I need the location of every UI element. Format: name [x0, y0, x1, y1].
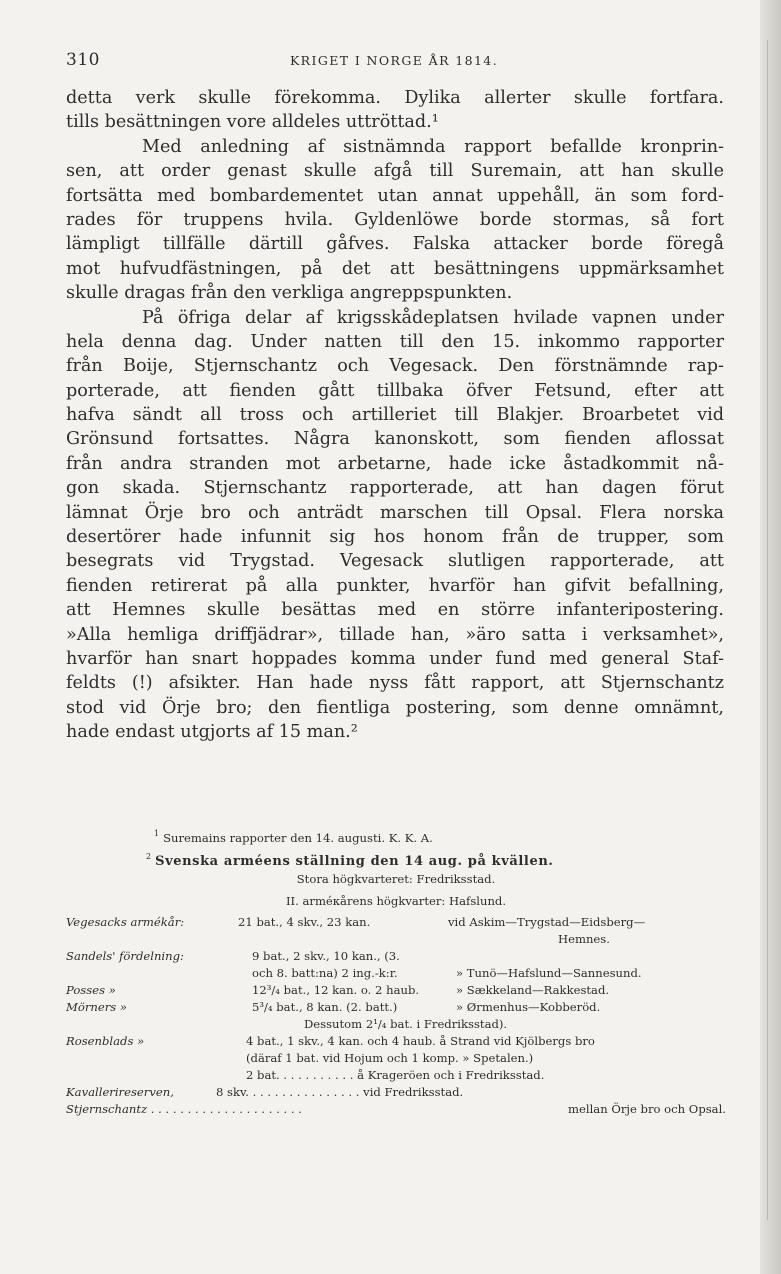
- text-line: lämnat Örje bro och anträdt marschen till Opsal. Flera norska: [66, 502, 724, 523]
- text-line: hvarför han snart hoppades komma under fund med general Staf-: [66, 648, 724, 669]
- text-line: detta verk skulle förekomma. Dylika allerter skulle fortfara.: [66, 88, 724, 108]
- text-line: feldts (!) afsikter. Han hade nyss fått rapport, att Stjernschantz: [66, 673, 724, 694]
- text-line: fienden retirerat på alla punkter, hvarför han gifvit befallning,: [66, 575, 724, 596]
- text-line: sen, att order genast skulle afgå till Suremain, att han skulle: [66, 161, 724, 182]
- table-row: [66, 965, 726, 982]
- unit-forces: 9 bat., 2 skv., 10 kan., (3.: [252, 949, 400, 963]
- hq-main: Stora högkvarteret: Fredriksstad.: [296, 872, 496, 886]
- unit-forces: 21 bat., 4 skv., 23 kan.: [238, 915, 371, 929]
- unit-name: Sandels' fördelning:: [66, 949, 184, 963]
- unit-forces: Dessutom 2¹/₄ bat. i Fredriksstad).: [304, 1017, 508, 1031]
- unit-location: » Tunö—Hafslund—Sannesund.: [456, 966, 642, 980]
- footnote-heading: Svenska arméens ställning den 14 aug. på kvällen.: [155, 854, 554, 869]
- text-line: desertörer hade infunnit sig hos honom från de trupper, som: [66, 527, 724, 548]
- body-text: [66, 86, 724, 745]
- unit-location: mellan Örje bro och Opsal.: [568, 1102, 726, 1116]
- footnote-1: [66, 826, 726, 843]
- text-line: mot hufvudfästningen, på det att besättningens uppmärksamhet: [66, 258, 724, 279]
- unit-location: vid Askim—Trygstad—Eidsberg—: [448, 915, 646, 929]
- text-line: hela denna dag. Under natten till den 15. inkommo rapporter: [66, 331, 724, 352]
- table-row: [66, 1084, 726, 1101]
- unit-name: Mörners »: [66, 1000, 127, 1014]
- running-title: KRIGET I NORGE ÅR 1814.: [289, 53, 499, 68]
- text-line: rades för truppens hvila. Gyldenlöwe borde stormas, så fort: [66, 209, 724, 230]
- unit-location: » Sækkeland—Rakkestad.: [456, 983, 610, 997]
- table-row: [66, 914, 726, 931]
- footnotes: [66, 826, 726, 1118]
- table-row: [66, 948, 726, 965]
- unit-name: Posses »: [66, 983, 116, 997]
- text-line: Med anledning af sistnämnda rapport befallde kronprin-: [142, 136, 724, 157]
- text-line: besegrats vid Trygstad. Vegesack slutligen rapporterade, att: [66, 551, 724, 572]
- text-line: lämpligt tillfälle därtill gåfves. Falska attacker borde föregå: [66, 234, 724, 255]
- footnote-mark: 1: [154, 829, 160, 838]
- unit-name: Rosenblads »: [66, 1034, 145, 1048]
- unit-forces: 2 bat. . . . . . . . . . . å Krageröen och i Fredriksstad.: [246, 1068, 545, 1082]
- table-row: [66, 931, 726, 948]
- text-line: gon skada. Stjernschantz rapporterade, att han dagen förut: [66, 478, 724, 499]
- table-row: [66, 1050, 726, 1067]
- text-line: På öfriga delar af krigsskådeplatsen hvilade vapnen under: [142, 307, 724, 328]
- unit-name: Stjernschantz . . . . . . . . . . . . . . . . . . . . .: [66, 1102, 302, 1116]
- text-line: från andra stranden mot arbetarne, hade icke åstadkommit nå-: [66, 453, 724, 474]
- unit-forces: och 8. batt:na) 2 ing.-k:r.: [252, 966, 398, 980]
- table-row: [66, 982, 726, 999]
- text-line: Grönsund fortsattes. Några kanonskott, som fienden aflossat: [66, 429, 724, 450]
- text-line: porterade, att fienden gått tillbaka öfver Fetsund, efter att: [66, 380, 724, 401]
- footnote-text: Suremains rapporter den 14. augusti. K. K. A.: [163, 831, 433, 845]
- page-header: [66, 50, 722, 74]
- unit-forces: 12³/₄ bat., 12 kan. o. 2 haub.: [252, 983, 420, 997]
- text-line: »Alla hemliga driffjädrar», tillade han, »äro satta i verksamhet»,: [66, 624, 724, 645]
- unit-forces: 5³/₄ bat., 8 kan. (2. batt.): [252, 1000, 398, 1014]
- footnote-2-title: [66, 849, 726, 869]
- unit-forces: 4 bat., 1 skv., 4 kan. och 4 haub. å Strand vid Kjölbergs bro: [246, 1034, 595, 1048]
- text-line: hafva sändt all tross och artilleriet till Blakjer. Broarbetet vid: [66, 405, 724, 426]
- unit-location: Hemnes.: [558, 932, 610, 946]
- text-line: från Boije, Stjernschantz och Vegesack. Den förstnämnde rap-: [66, 356, 724, 377]
- hq-second: II. arméкårens högkvarter: Hafslund.: [285, 894, 507, 908]
- text-line: tills besättningen vore alldeles uttröttad.¹: [66, 112, 439, 133]
- text-line: hade endast utgjorts af 15 man.²: [66, 722, 358, 743]
- text-line: fortsätta med bombardementet utan annat uppehåll, än som ford-: [66, 185, 724, 206]
- table-row: [66, 999, 726, 1016]
- unit-name: Kavallerireserven,: [66, 1085, 174, 1099]
- table-row: [66, 1101, 726, 1118]
- unit-name: Vegesacks armékår:: [66, 915, 185, 929]
- footnote-mark: 2: [146, 852, 152, 861]
- page-edge: [760, 0, 781, 1274]
- table-row: [66, 1033, 726, 1050]
- text-line: att Hemnes skulle besättas med en större infanteripostering.: [66, 600, 724, 621]
- page-edge-line: [767, 40, 768, 1220]
- unit-location: » Ørmenhus—Kobberöd.: [456, 1000, 601, 1014]
- table-row: [66, 1067, 726, 1084]
- page-number: 310: [66, 50, 100, 70]
- table-row: [66, 1016, 726, 1033]
- text-line: stod vid Örje bro; den fientliga postering, som denne omnämnt,: [66, 697, 724, 718]
- unit-forces: 8 skv. . . . . . . . . . . . . . . . vid Fredriksstad.: [216, 1085, 464, 1099]
- text-line: skulle dragas från den verkliga angreppspunkten.: [66, 283, 513, 304]
- unit-forces: (däraf 1 bat. vid Hojum och 1 komp. » Spetalen.): [246, 1051, 534, 1065]
